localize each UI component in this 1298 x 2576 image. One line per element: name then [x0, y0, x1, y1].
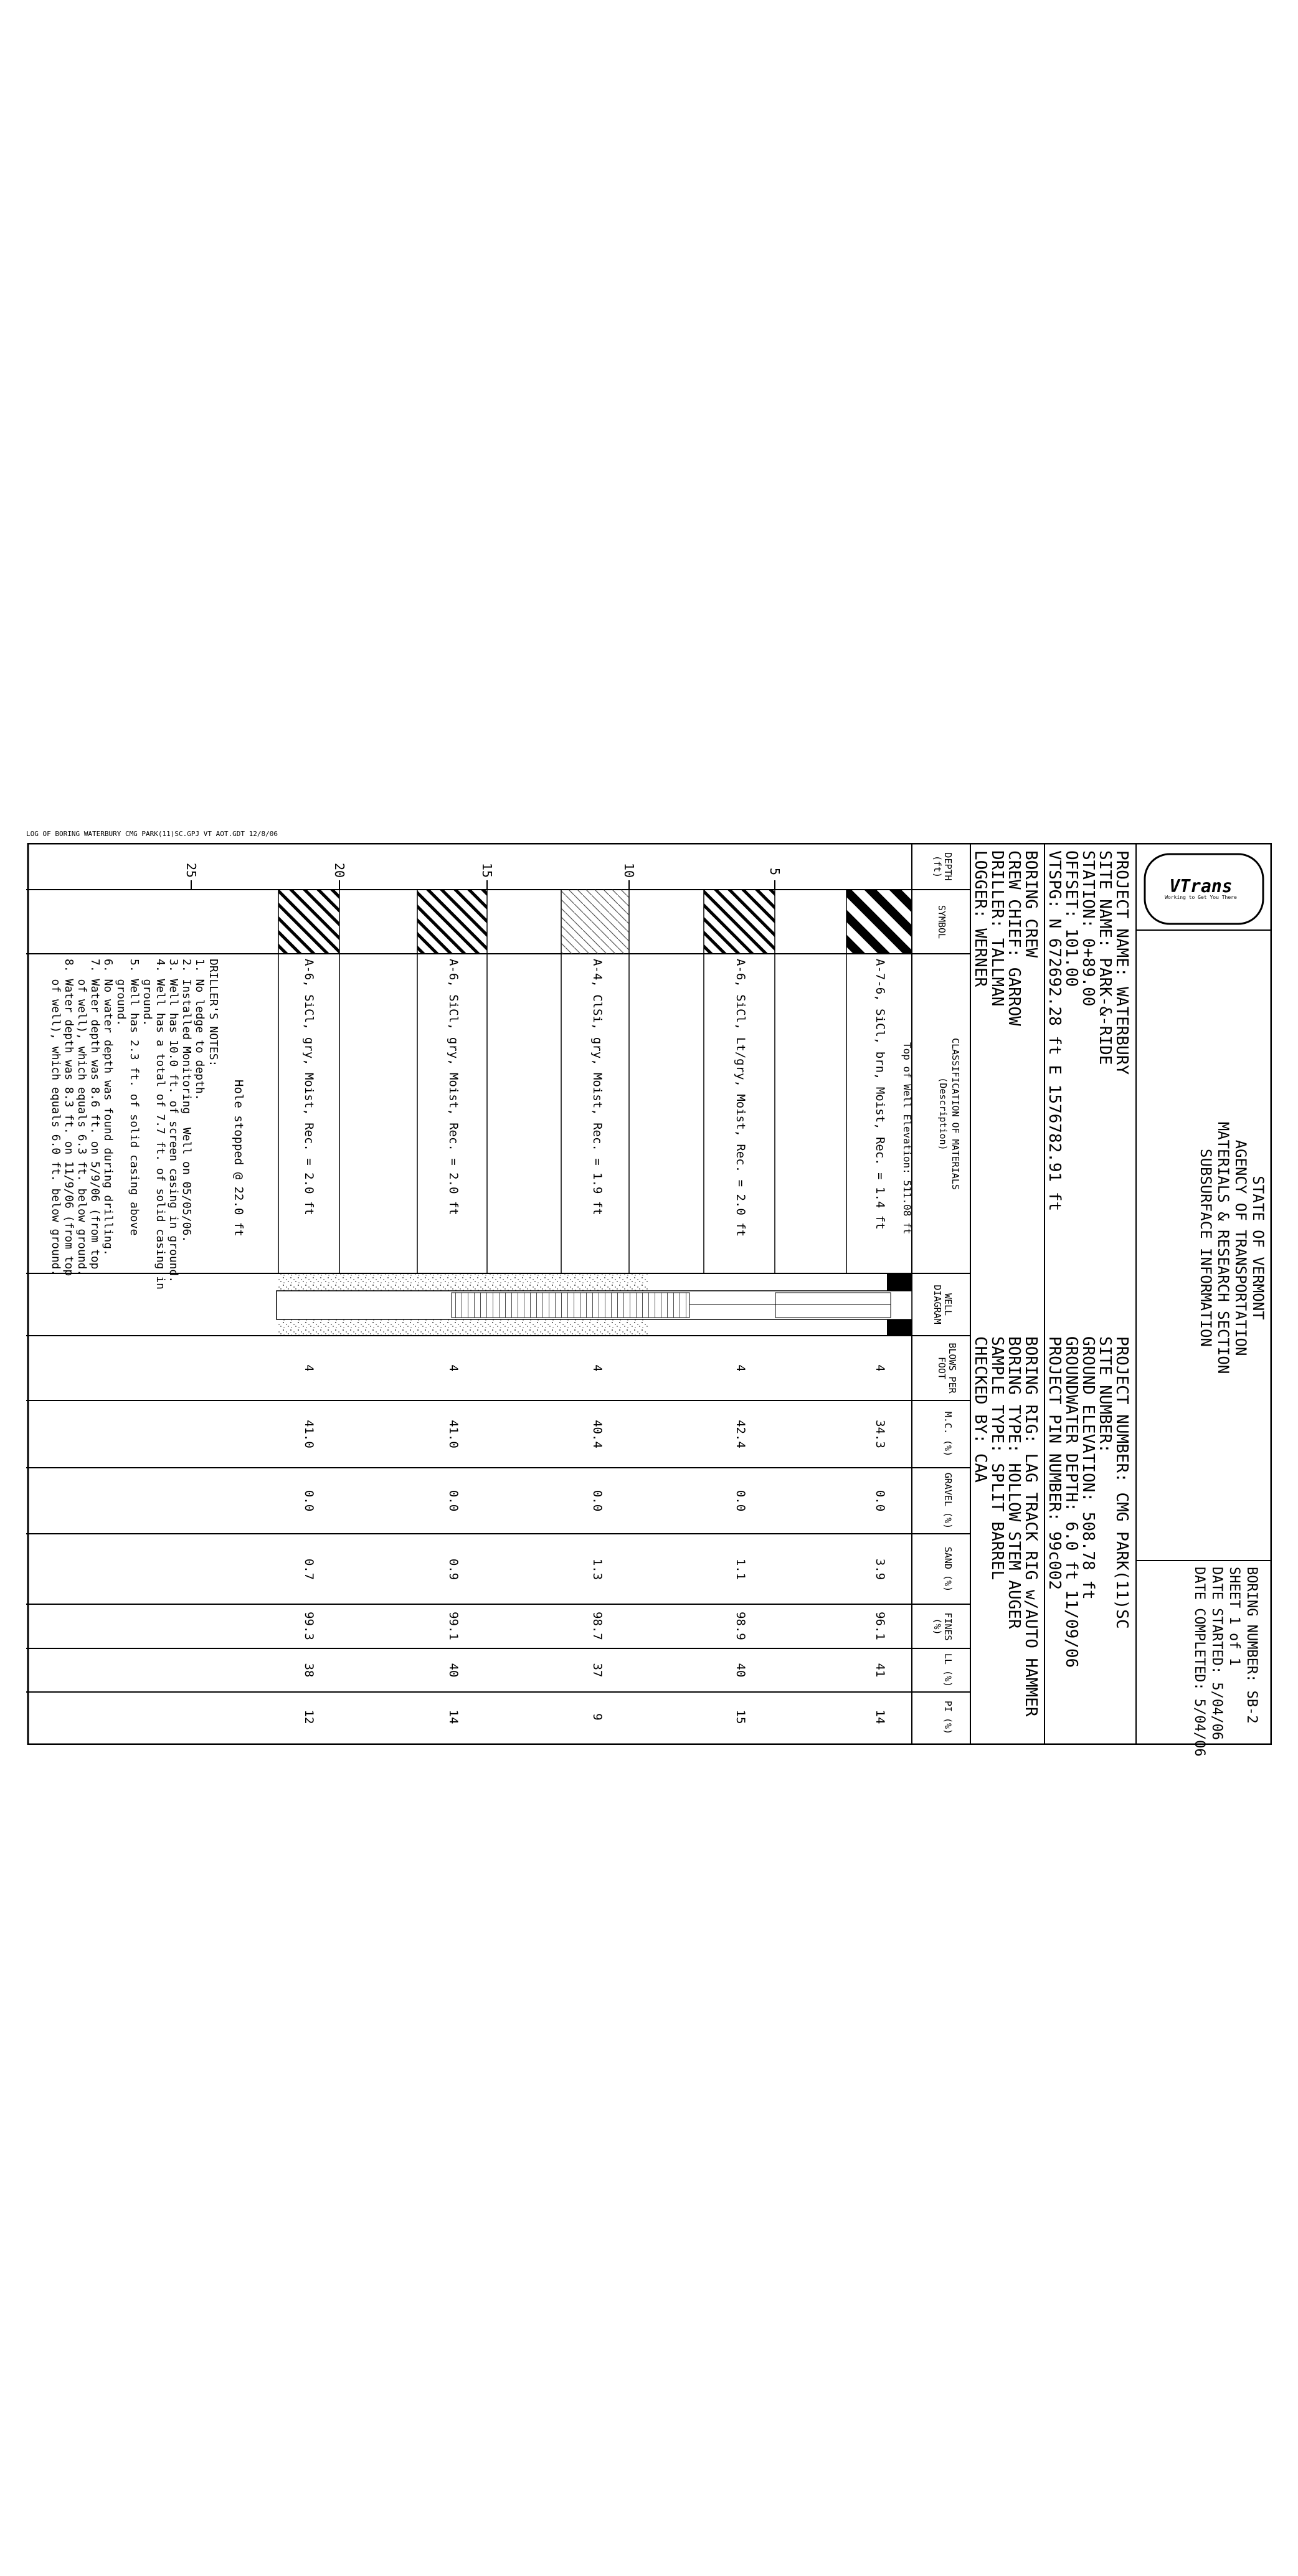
note-line: of well), which equals 6.3 ft. below ground.: [75, 959, 88, 1276]
col-classification-sub: (Description): [937, 1077, 949, 1151]
title-line: AGENCY OF TRANSPORTATION: [1232, 1139, 1249, 1356]
note-line: ground.: [115, 959, 128, 1027]
pi-value: 9: [590, 1713, 604, 1721]
col-pi: PI (%): [942, 1700, 954, 1735]
sheet-number: SHEET 1 of 1: [1226, 1567, 1242, 1666]
ll-value: 37: [590, 1663, 604, 1678]
blows-value: 4: [590, 1364, 604, 1372]
layer-description: A-6, SiCl, Lt/gry, Moist, Rec. = 2.0 ft: [734, 959, 747, 1237]
col-gravel: GRAVEL (%): [942, 1472, 954, 1529]
title-line: STATE OF VERMONT: [1249, 1176, 1267, 1320]
ll-value: 41: [873, 1663, 887, 1678]
title-line: MATERIALS & RESEARCH SECTION: [1215, 1121, 1232, 1374]
sand-value: 1.1: [734, 1558, 747, 1580]
sand-value: 3.9: [873, 1558, 887, 1580]
groundwater-depth: GROUNDWATER DEPTH: 6.0 ft 11/09/06: [1062, 1336, 1081, 1668]
sand-value: 1.3: [590, 1558, 604, 1580]
note-line: 6. No water depth was found during drilling.: [102, 959, 115, 1256]
blows-value: 4: [302, 1364, 316, 1372]
col-fines: FINES (%): [932, 1612, 954, 1641]
ll-value: 40: [734, 1663, 747, 1678]
layer-description: A-6, SiCl, gry, Moist, Rec. = 2.0 ft: [447, 959, 460, 1215]
depth-label: 20: [332, 863, 347, 878]
boring-crew: BORING CREW: [1021, 850, 1040, 958]
col-sand: SAND (%): [942, 1546, 954, 1592]
fines-value: 98.9: [734, 1612, 747, 1640]
ground-elevation: GROUND ELEVATION: 508.78 ft: [1079, 1336, 1097, 1600]
ll-value: 38: [302, 1663, 316, 1678]
date-completed: DATE COMPLETED: 5/04/06: [1191, 1567, 1207, 1757]
mc-value: 34.3: [873, 1420, 887, 1448]
note-line: of well), which equals 6.0 ft. below ground.: [49, 959, 62, 1276]
blows-value: 4: [873, 1364, 887, 1372]
title-line: SUBSURFACE INFORMATION: [1197, 1149, 1215, 1347]
col-well: WELL DIAGRAM: [932, 1285, 954, 1324]
pi-value: 14: [873, 1709, 887, 1724]
note-line: ground.: [141, 959, 154, 1027]
col-depth: DEPTH (ft): [932, 852, 954, 881]
depth-label: 25: [184, 863, 199, 878]
col-ll: LL (%): [942, 1653, 954, 1688]
date-started: DATE STARTED: 5/04/06: [1209, 1567, 1225, 1741]
gravel-value: 0.0: [447, 1490, 460, 1512]
pi-value: 15: [734, 1709, 747, 1724]
col-symbol: SYMBOL: [936, 905, 947, 939]
boring-type: BORING TYPE: HOLLOW STEM AUGER: [1005, 1336, 1023, 1629]
note-line: 4. Well has a total of 7.7 ft. of solid casing in: [154, 959, 167, 1290]
station: STATION: 0+89.00: [1079, 850, 1097, 1007]
logo: [1163, 878, 1238, 900]
gravel-value: 0.0: [873, 1490, 887, 1512]
mc-value: 42.4: [734, 1420, 747, 1448]
offset: OFFSET: 101.00: [1062, 850, 1081, 987]
depth-label: 10: [622, 863, 637, 878]
fines-value: 99.3: [302, 1612, 316, 1640]
mc-value: 41.0: [302, 1420, 316, 1448]
ll-value: 40: [447, 1663, 460, 1678]
layer-description: A-6, SiCl, gry, Moist, Rec. = 2.0 ft: [302, 959, 316, 1215]
note-line: 8. Water depth was 8.3 ft. on 11/9/06 (from top: [62, 959, 75, 1276]
depth-label: 15: [480, 863, 495, 878]
note-line: 3. Well has 10.0 ft. of screen casing in ground.: [167, 959, 180, 1283]
boring-rig: BORING RIG: LAG TRACK RIG w/AUTO HAMMER: [1021, 1336, 1040, 1717]
crew-chief: CREW CHIEF: GARROW: [1005, 850, 1023, 1026]
col-classification: CLASSIFICATION OF MATERIALS: [950, 1038, 961, 1190]
note-line: 5. Well has 2.3 ft. of solid casing above: [128, 959, 141, 1236]
note-line: 2. Installed Monitoring Well on 05/05/06.: [180, 959, 193, 1243]
pi-value: 12: [302, 1709, 316, 1724]
site-name: SITE NAME: PARK-&-RIDE: [1096, 850, 1114, 1065]
logo-text: VTrans: [1169, 876, 1233, 896]
driller: DRILLER: TALLMAN: [988, 850, 1007, 1007]
sample-type: SAMPLE TYPE: SPLIT BARREL: [988, 1336, 1007, 1580]
mc-value: 41.0: [447, 1420, 460, 1448]
fines-value: 96.1: [873, 1612, 887, 1640]
project-name: PROJECT NAME: WATERBURY: [1112, 850, 1131, 1075]
blows-value: 4: [734, 1364, 747, 1372]
layer-description: A-4, ClSi, gry, Moist, Rec. = 1.9 ft: [590, 959, 604, 1215]
vtspg: VTSPG: N 672692.28 ft E 1576782.91 ft: [1045, 850, 1064, 1212]
site-number: SITE NUMBER:: [1096, 1336, 1114, 1453]
logger: LOGGER: WERNER: [971, 850, 990, 987]
sand-value: 0.7: [302, 1558, 316, 1580]
file-footer: LOG OF BORING WATERBURY CMG PARK(11)SC.GPJ VT AOT.GDT 12/8/06: [26, 830, 278, 838]
col-mc: M.C. (%): [942, 1411, 954, 1457]
gravel-value: 0.0: [302, 1490, 316, 1512]
gravel-value: 0.0: [734, 1490, 747, 1512]
note-line: 7. Water depth was 8.6 ft. on 5/9/06 (from top: [88, 959, 102, 1270]
depth-label: 5: [767, 868, 782, 876]
mc-value: 40.4: [590, 1420, 604, 1448]
blows-value: 4: [447, 1364, 460, 1372]
project-pin: PROJECT PIN NUMBER: 99c002: [1045, 1336, 1064, 1590]
boring-number: BORING NUMBER: SB-2: [1244, 1567, 1259, 1724]
top-of-well: Top of Well Elevation: 511.08 ft: [901, 1042, 913, 1235]
fines-value: 98.7: [590, 1612, 604, 1640]
note-line: 1. No ledge to depth.: [193, 959, 206, 1101]
project-number: PROJECT NUMBER: CMG PARK(11)SC: [1112, 1336, 1131, 1629]
checked-by: CHECKED BY: CAA: [971, 1336, 990, 1483]
notes-title: DRILLER'S NOTES:: [207, 959, 220, 1067]
col-blows: BLOWS PER FOOT: [936, 1343, 958, 1394]
layer-description: A-7-6, SiCl, brn, Moist, Rec. = 1.4 ft: [873, 959, 887, 1230]
sand-value: 0.9: [447, 1558, 460, 1580]
fines-value: 99.1: [447, 1612, 460, 1640]
hole-stopped: Hole stopped @ 22.0 ft: [232, 1080, 245, 1237]
boring-log-sheet: [26, 843, 1272, 1757]
gravel-value: 0.0: [590, 1490, 604, 1512]
pi-value: 14: [447, 1709, 460, 1724]
logo-tagline: Working to Get You There: [1165, 895, 1237, 900]
